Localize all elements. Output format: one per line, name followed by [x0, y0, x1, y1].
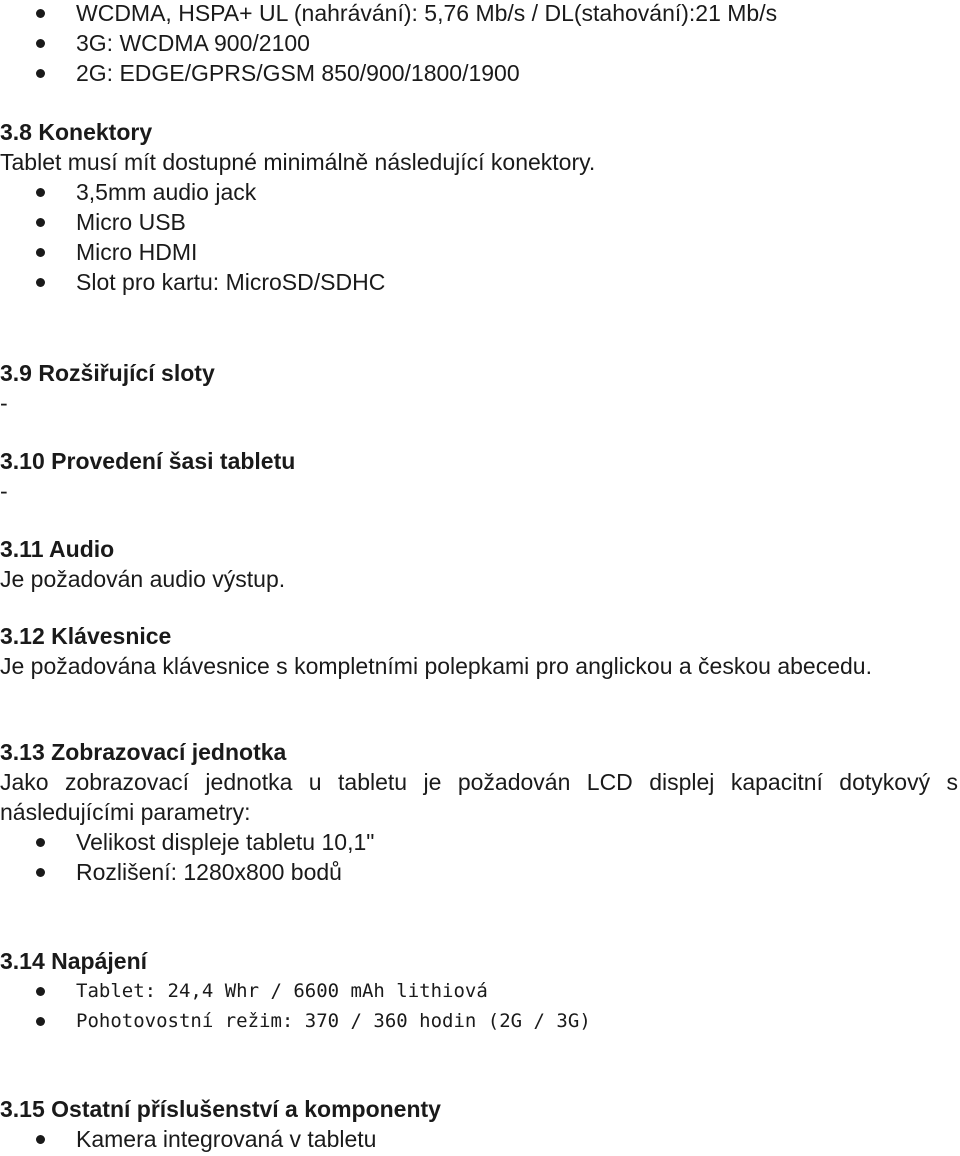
section-text: Tablet musí mít dostupné minimálně následující konektory.	[0, 149, 596, 175]
list-item: 2G: EDGE/GPRS/GSM 850/900/1800/1900	[0, 58, 960, 88]
display-list	[0, 827, 960, 887]
section-3-13	[0, 737, 960, 887]
section-heading: 3.11 Audio	[0, 536, 115, 562]
network-list	[0, 0, 960, 88]
bullet-icon	[36, 248, 45, 257]
section-3-9	[0, 358, 960, 418]
power-list	[0, 976, 960, 1036]
section-text: -	[0, 390, 8, 416]
section-3-11	[0, 534, 960, 594]
list-item: Micro USB	[0, 207, 960, 237]
list-item: 3G: WCDMA 900/2100	[0, 28, 960, 58]
list-item: Pohotovostní režim: 370 / 360 hodin (2G / 3G)	[0, 1006, 960, 1036]
bullet-icon	[36, 9, 45, 18]
section-3-14	[0, 946, 960, 1036]
bullet-icon	[36, 1135, 45, 1144]
bullet-icon	[36, 838, 45, 847]
section-text: -	[0, 478, 8, 504]
section-text: Je požadována klávesnice s kompletními polepkami pro anglickou a českou abecedu.	[0, 653, 872, 679]
section-heading: 3.10 Provedení šasi tabletu	[0, 448, 296, 474]
list-item: Micro HDMI	[0, 237, 960, 267]
list-item: Rozlišení: 1280x800 bodů	[0, 857, 960, 887]
bullet-icon	[36, 39, 45, 48]
bullet-icon	[36, 278, 45, 287]
section-heading: 3.15 Ostatní příslušenství a komponenty	[0, 1096, 441, 1122]
list-item: Velikost displeje tabletu 10,1"	[0, 827, 960, 857]
section-3-8	[0, 117, 960, 297]
list-item: 3,5mm audio jack	[0, 177, 960, 207]
bullet-icon	[36, 868, 45, 877]
list-item: Kamera integrovaná v tabletu	[0, 1124, 960, 1154]
accessories-list	[0, 1124, 960, 1154]
section-heading: 3.12 Klávesnice	[0, 623, 172, 649]
section-heading: 3.14 Napájení	[0, 948, 148, 974]
bullet-icon	[36, 1017, 45, 1026]
section-heading: 3.8 Konektory	[0, 119, 153, 145]
section-text: Jako zobrazovací jednotka u tabletu je požadován LCD displej kapacitní dotykový s následujícími parametry:	[0, 769, 958, 825]
bullet-icon	[36, 69, 45, 78]
bullet-icon	[36, 188, 45, 197]
connector-list	[0, 177, 960, 297]
bullet-icon	[36, 987, 45, 996]
section-heading: 3.13 Zobrazovací jednotka	[0, 739, 287, 765]
list-item: Slot pro kartu: MicroSD/SDHC	[0, 267, 960, 297]
section-3-15	[0, 1094, 960, 1154]
bullet-icon	[36, 218, 45, 227]
section-3-10	[0, 446, 960, 506]
list-item: Tablet: 24,4 Whr / 6600 mAh lithiová	[0, 976, 960, 1006]
section-3-12	[0, 621, 960, 681]
section-heading: 3.9 Rozšiřující sloty	[0, 360, 215, 386]
list-item: WCDMA, HSPA+ UL (nahrávání): 5,76 Mb/s / DL(stahování):21 Mb/s	[0, 0, 960, 28]
section-text: Je požadován audio výstup.	[0, 566, 286, 592]
